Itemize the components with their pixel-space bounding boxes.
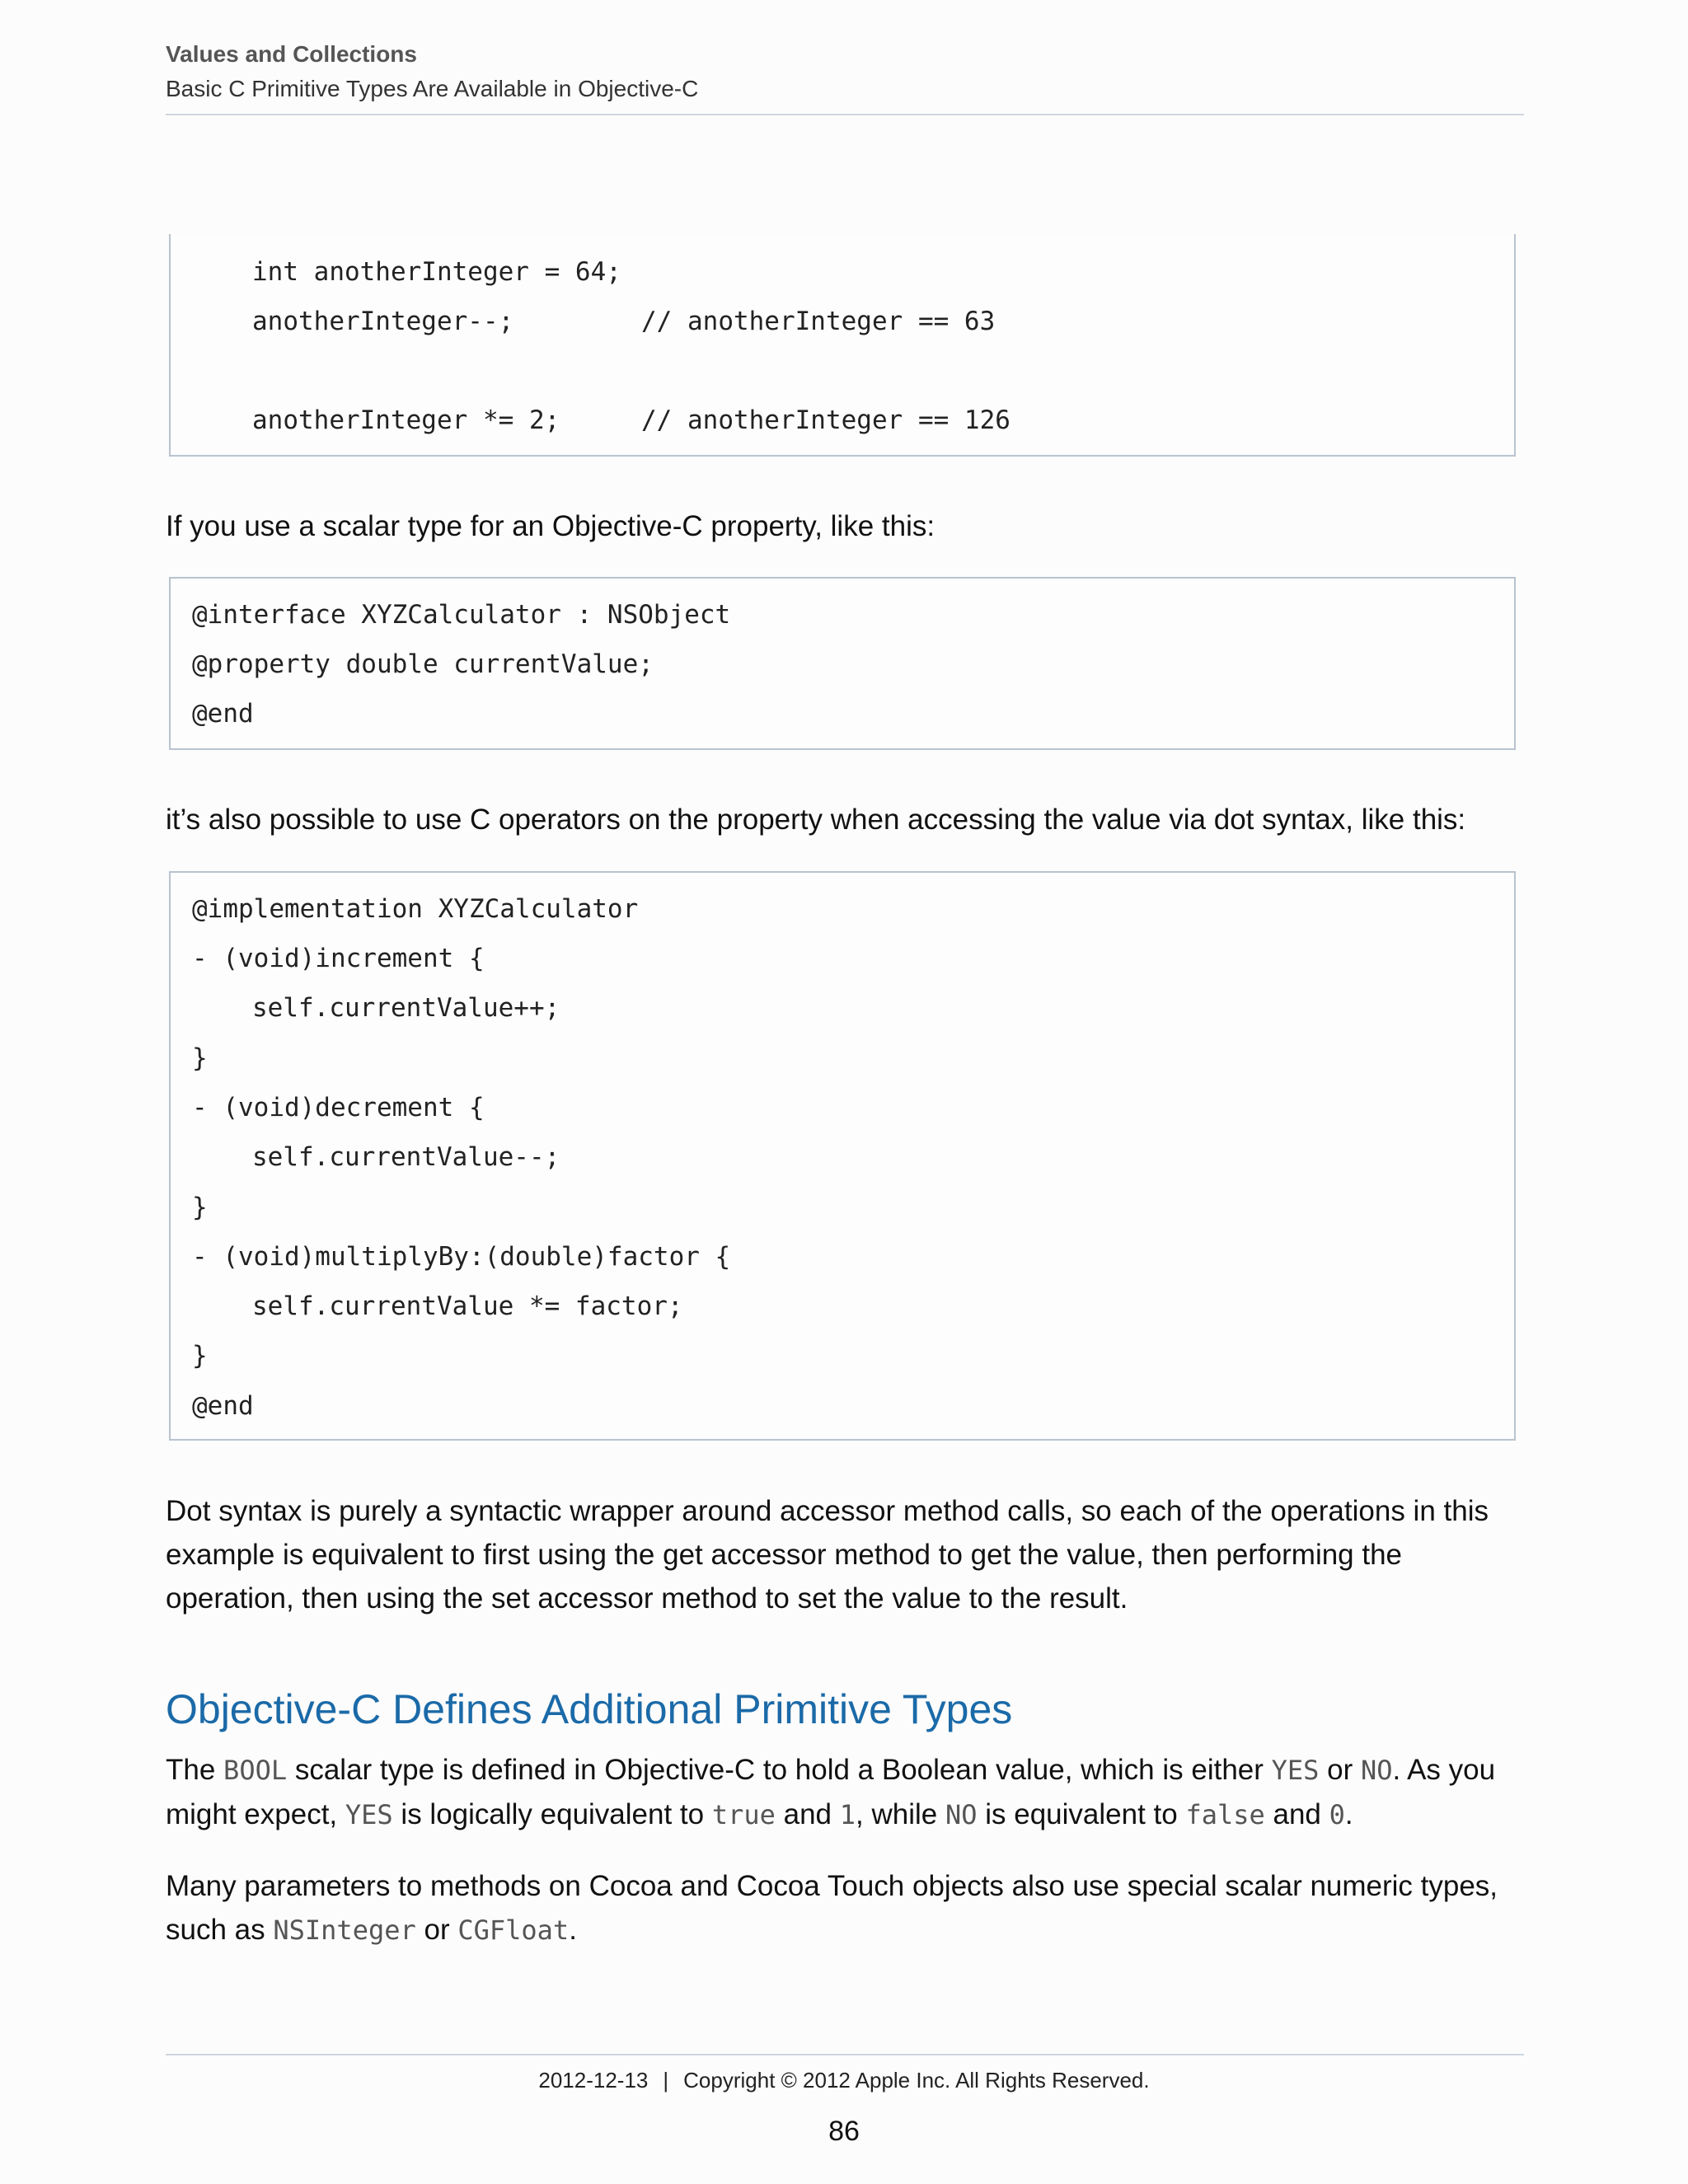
code-line: self.currentValue *= factor; (252, 1291, 683, 1321)
code-line: - (void)multiplyBy:(double)factor { (192, 1242, 731, 1272)
code-line: self.currentValue++; (252, 993, 560, 1023)
inline-code: NO (1361, 1755, 1393, 1786)
paragraph-bool: The BOOL scalar type is defined in Objective-C to hold a Boolean value, which is either YES or NO. As you might expect, YES is logically equivalent to true and 1, while NO is equivalent to false and 0. (166, 1754, 1496, 1830)
section-heading: Objective-C Defines Additional Primitive Types (166, 1686, 1013, 1732)
inline-code: YES (345, 1799, 393, 1830)
code-line: - (void)decrement { (192, 1093, 485, 1122)
section-title: Basic C Primitive Types Are Available in Objective-C (166, 76, 699, 101)
paragraph-dot-syntax-intro: it’s also possible to use C operators on the property when accessing the value via dot syntax, like this: (166, 804, 1466, 836)
footer-separator: | (663, 2068, 669, 2093)
code-line: anotherInteger--; (252, 307, 514, 336)
inline-code: YES (1271, 1755, 1320, 1786)
paragraph-scalar-property: If you use a scalar type for an Objective-C property, like this: (166, 510, 935, 542)
code-line: @end (192, 699, 254, 729)
footer-date: 2012-12-13 (538, 2068, 649, 2093)
code-line: @interface XYZCalculator : NSObject (192, 600, 731, 630)
code-comment: // anotherInteger == 63 (641, 307, 996, 336)
code-line: int anotherInteger = 64; (252, 257, 621, 287)
code-block-implementation (169, 871, 1516, 1441)
inline-code: CGFloat (457, 1915, 570, 1946)
footer (0, 2065, 1688, 2095)
code-comment: // anotherInteger == 126 (641, 405, 1010, 435)
paragraph-dot-syntax-explain: Dot syntax is purely a syntactic wrapper around accessor method calls, so each of the operations in this example is equivalent to first using the get accessor method to get the value, then performing the operation, then using the set accessor method to set the value to the result. (166, 1495, 1489, 1615)
inline-code: 0 (1329, 1799, 1345, 1830)
inline-code: false (1185, 1799, 1265, 1830)
code-line: - (void)increment { (192, 944, 485, 973)
code-line: } (192, 1193, 208, 1222)
chapter-title: Values and Collections (166, 41, 417, 67)
code-block-interface (169, 577, 1516, 750)
inline-code: BOOL (223, 1755, 288, 1786)
inline-code: true (711, 1799, 776, 1830)
code-line: @implementation XYZCalculator (192, 894, 639, 924)
code-line: @property double currentValue; (192, 649, 654, 679)
inline-code: 1 (839, 1799, 856, 1830)
page-number: 86 (828, 2116, 860, 2147)
inline-code: NO (945, 1799, 978, 1830)
running-header (166, 38, 1524, 105)
code-block-arithmetic (169, 234, 1516, 457)
code-line: anotherInteger *= 2; (252, 405, 560, 435)
paragraph-scalar-types: Many parameters to methods on Cocoa and Cocoa Touch objects also use special scalar numeric types, such as NSInteger or CGFloat. (166, 1870, 1498, 1946)
code-line: self.currentValue--; (252, 1142, 560, 1172)
code-line: } (192, 1043, 208, 1073)
inline-code: NSInteger (273, 1915, 416, 1946)
code-line: } (192, 1341, 208, 1371)
code-line: @end (192, 1391, 254, 1421)
header-divider (166, 114, 1524, 115)
footer-copyright: Copyright © 2012 Apple Inc. All Rights Reserved. (683, 2068, 1150, 2093)
footer-divider (166, 2054, 1524, 2055)
